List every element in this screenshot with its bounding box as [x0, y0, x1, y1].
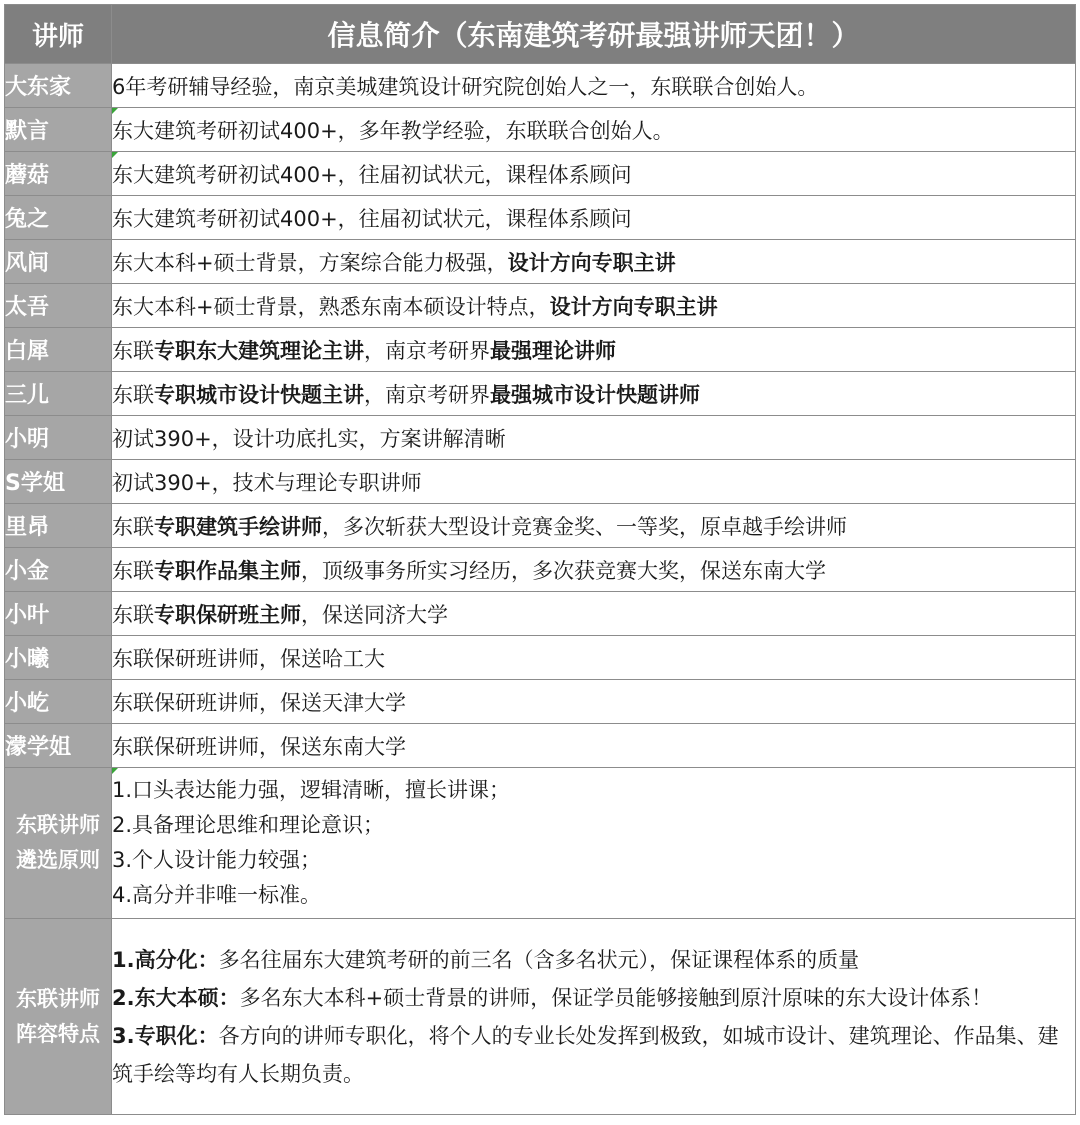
lecturer-rows [5, 64, 1076, 768]
lecturer-name: 三儿 [5, 372, 112, 416]
lecturer-name: S学姐 [5, 460, 112, 504]
feature-text: 各方向的讲师专职化，将个人的专业长处发挥到极致，如城市设计、建筑理论、作品集、建筑手绘等均有人长期负责。 [112, 1023, 1059, 1086]
header-lecturer: 讲师 [5, 5, 112, 64]
lecturer-info [112, 372, 1076, 416]
lecturer-name: 小屹 [5, 680, 112, 724]
info-highlight: 专职保研班主师 [154, 602, 301, 627]
lecturer-info [112, 724, 1076, 768]
lecturer-row [5, 504, 1076, 548]
lecturer-name: 默言 [5, 108, 112, 152]
lecturer-name: 小叶 [5, 592, 112, 636]
info-text: 6年考研辅导经验，南京美城建筑设计研究院创始人之一，东联联合创始人。 [112, 74, 819, 99]
lecturer-info [112, 152, 1076, 196]
info-text: 东大建筑考研初试400+，多年教学经验，东联联合创始人。 [112, 118, 674, 143]
info-text: ，顶级事务所实习经历，多次获竞赛大奖，保送东南大学 [301, 558, 826, 583]
info-highlight: 专职东大建筑理论主讲 [154, 338, 364, 363]
lecturer-row [5, 372, 1076, 416]
info-text: 东联保研班讲师，保送东南大学 [112, 734, 406, 759]
info-text: 东大本科+硕士背景，方案综合能力极强， [112, 250, 508, 275]
info-highlight: 专职城市设计快题主讲 [154, 382, 364, 407]
lecturer-name: 蘑菇 [5, 152, 112, 196]
info-text: 东联 [112, 338, 154, 363]
info-highlight: 设计方向专职主讲 [549, 294, 718, 319]
info-text: ，南京考研界 [364, 338, 490, 363]
lecturer-row [5, 240, 1076, 284]
info-highlight: 专职建筑手绘讲师 [154, 514, 322, 539]
principle-item: 1.口头表达能力强，逻辑清晰，擅长讲课； [112, 778, 511, 802]
lecturer-info [112, 196, 1076, 240]
feature-text: 多名往届东大建筑考研的前三名（含多名状元），保证课程体系的质量 [218, 947, 860, 972]
lecturer-row [5, 592, 1076, 636]
info-text: 东联保研班讲师，保送哈工大 [112, 646, 385, 671]
info-text: 东联 [112, 558, 154, 583]
lecturer-row [5, 152, 1076, 196]
info-text: 初试390+，技术与理论专职讲师 [112, 470, 422, 495]
lecturer-name: 小曦 [5, 636, 112, 680]
lecturer-info [112, 108, 1076, 152]
lecturer-info [112, 636, 1076, 680]
info-text: 东大本科+硕士背景，熟悉东南本硕设计特点， [112, 294, 550, 319]
lecturer-row [5, 724, 1076, 768]
feature-head: 2.东大本硕： [112, 985, 240, 1010]
lecturer-name: 小明 [5, 416, 112, 460]
corner-mark [112, 108, 118, 114]
info-highlight: 设计方向专职主讲 [507, 250, 676, 275]
principle-item: 3.个人设计能力较强； [112, 848, 322, 872]
info-text: 东大建筑考研初试400+，往届初试状元，课程体系顾问 [112, 162, 632, 187]
feature-item [112, 941, 1075, 979]
principles-label-line: 遴选原则 [16, 848, 100, 872]
lecturer-info [112, 460, 1076, 504]
lecturer-row [5, 548, 1076, 592]
info-text: 初试390+，设计功底扎实，方案讲解清晰 [112, 426, 506, 451]
lecturer-info [112, 680, 1076, 724]
lecturer-row [5, 64, 1076, 108]
principles-label-line: 东联讲师 [16, 813, 100, 837]
info-text: 东联 [112, 602, 154, 627]
info-text: ，南京考研界 [364, 382, 490, 407]
feature-item [112, 1017, 1075, 1093]
features-label-line: 东联讲师 [16, 986, 100, 1011]
lecturer-name: 小金 [5, 548, 112, 592]
principle-item: 2.具备理论思维和理论意识； [112, 813, 385, 837]
info-text: 东联保研班讲师，保送天津大学 [112, 690, 406, 715]
principles-row [5, 768, 1076, 919]
lecturer-info [112, 240, 1076, 284]
principles-label [5, 768, 112, 919]
lecturer-table [4, 4, 1076, 1115]
lecturer-name: 濛学姐 [5, 724, 112, 768]
lecturer-info [112, 416, 1076, 460]
info-text: 东联 [112, 514, 154, 539]
feature-text: 多名东大本科+硕士背景的讲师，保证学员能够接触到原汁原味的东大设计体系！ [239, 985, 993, 1010]
lecturer-row [5, 460, 1076, 504]
principle-item: 4.高分并非唯一标准。 [112, 883, 322, 907]
lecturer-info [112, 592, 1076, 636]
lecturer-info [112, 504, 1076, 548]
header-info: 信息简介（东南建筑考研最强讲师天团！） [112, 5, 1076, 64]
info-text: 东联 [112, 382, 154, 407]
lecturer-name: 兔之 [5, 196, 112, 240]
lecturer-info [112, 64, 1076, 108]
lecturer-info [112, 548, 1076, 592]
lecturer-row [5, 680, 1076, 724]
info-text: ，保送同济大学 [301, 602, 448, 627]
lecturer-row [5, 416, 1076, 460]
feature-item [112, 979, 1075, 1017]
info-highlight: 专职作品集主师 [154, 558, 301, 583]
info-text: ，多次斩获大型设计竞赛金奖、一等奖，原卓越手绘讲师 [322, 514, 847, 539]
corner-mark [112, 768, 118, 774]
lecturer-name: 大东家 [5, 64, 112, 108]
summary-rows [5, 768, 1076, 1115]
lecturer-row [5, 284, 1076, 328]
corner-mark [112, 152, 118, 158]
lecturer-name: 里昂 [5, 504, 112, 548]
lecturer-row [5, 328, 1076, 372]
lecturer-row [5, 636, 1076, 680]
lecturer-info [112, 328, 1076, 372]
info-highlight: 最强城市设计快题讲师 [490, 382, 700, 407]
lecturer-name: 太吾 [5, 284, 112, 328]
principles-content [112, 768, 1076, 919]
feature-head: 3.专职化： [112, 1023, 219, 1048]
info-highlight: 最强理论讲师 [490, 338, 616, 363]
feature-head: 1.高分化： [112, 947, 219, 972]
features-content [112, 919, 1076, 1115]
features-label-line: 阵容特点 [16, 1021, 100, 1046]
lecturer-info [112, 284, 1076, 328]
lecturer-name: 白犀 [5, 328, 112, 372]
table-header-row [5, 5, 1076, 64]
info-text: 东大建筑考研初试400+，往届初试状元，课程体系顾问 [112, 206, 632, 231]
lecturer-row [5, 108, 1076, 152]
lecturer-row [5, 196, 1076, 240]
lecturer-name: 风间 [5, 240, 112, 284]
features-label [5, 919, 112, 1115]
features-row [5, 919, 1076, 1115]
